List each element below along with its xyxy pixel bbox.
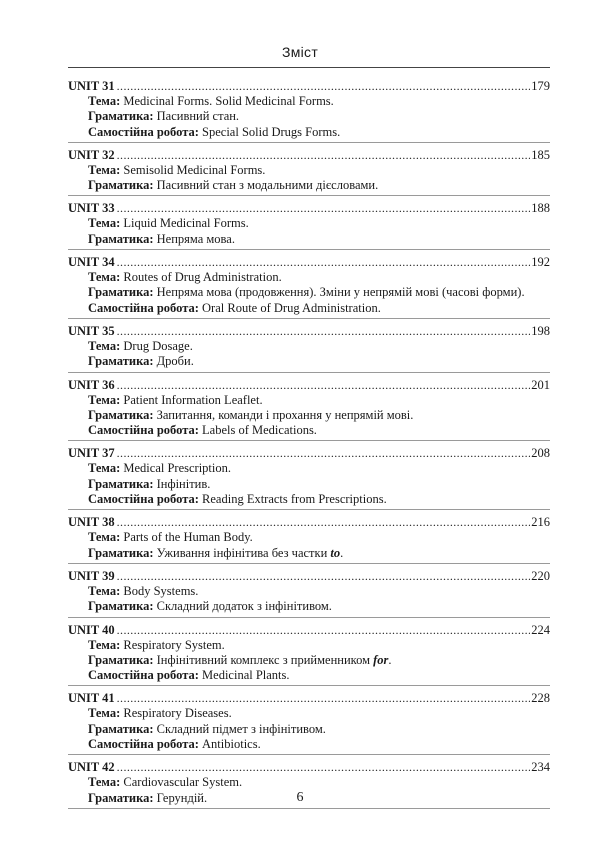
dot-leader <box>117 255 531 270</box>
unit-page-number: 228 <box>531 691 550 706</box>
entry-text: Labels of Medications. <box>202 423 317 438</box>
entry-text: Respiratory Diseases. <box>123 706 232 721</box>
entry-label: Граматика: <box>88 407 154 422</box>
unit-title: UNIT 34 <box>68 255 115 270</box>
unit-page-number: 185 <box>531 147 550 162</box>
unit-title: UNIT 33 <box>68 201 115 216</box>
dot-leader <box>117 79 531 94</box>
toc-entry <box>68 653 550 668</box>
toc-entry <box>68 178 550 193</box>
toc-unit-heading[interactable] <box>68 255 550 270</box>
unit-title: UNIT 36 <box>68 377 115 392</box>
entry-label: Самостійна робота: <box>88 124 199 139</box>
entry-text: Складний додаток з інфінітивом. <box>156 599 332 614</box>
entry-label: Самостійна робота: <box>88 300 199 315</box>
entry-text: Герундій. <box>156 790 208 805</box>
toc-entry <box>68 163 550 178</box>
entry-text: Medicinal Forms. Solid Medicinal Forms. <box>123 94 334 108</box>
toc-entry <box>68 301 550 316</box>
unit-page-number: 192 <box>531 255 550 270</box>
unit-title: UNIT 38 <box>68 515 115 530</box>
toc-entry <box>68 546 550 561</box>
unit-title: UNIT 40 <box>68 622 115 637</box>
unit-page-number: 198 <box>531 323 550 338</box>
unit-title: UNIT 41 <box>68 691 115 706</box>
unit-page-number: 220 <box>531 568 550 583</box>
toc-entry <box>68 477 550 492</box>
toc-unit <box>68 445 550 510</box>
toc-unit-heading[interactable] <box>68 515 550 530</box>
entry-emphasis: for <box>373 652 389 667</box>
entry-text: Інфінітив. <box>156 476 211 491</box>
toc-entry <box>68 775 550 790</box>
entry-text: Respiratory System. <box>123 637 225 652</box>
toc-unit <box>68 200 550 250</box>
entry-text: Oral Route of Drug Administration. <box>202 300 381 315</box>
entry-text: Непряма мова. <box>156 231 235 246</box>
toc-unit-heading[interactable] <box>68 201 550 216</box>
entry-text: Medical Prescription. <box>123 461 232 476</box>
unit-title: UNIT 37 <box>68 446 115 461</box>
toc-unit-heading[interactable] <box>68 446 550 461</box>
dot-leader <box>117 378 531 393</box>
entry-label: Самостійна робота: <box>88 423 199 438</box>
toc-entry <box>68 393 550 408</box>
entry-label: Тема: <box>88 706 121 721</box>
entry-label: Граматика: <box>88 178 154 193</box>
toc-entry <box>68 285 550 300</box>
entry-text: Liquid Medicinal Forms. <box>123 216 249 231</box>
toc-entry <box>68 638 550 653</box>
entry-label: Самостійна робота: <box>88 668 199 683</box>
dot-leader <box>117 446 531 461</box>
entry-label: Тема: <box>88 583 121 598</box>
toc-entry <box>68 530 550 545</box>
toc-unit <box>68 568 550 618</box>
entry-text: Інфінітивний комплекс з прийменником <box>156 652 374 667</box>
toc-entry <box>68 94 550 109</box>
unit-page-number: 216 <box>531 515 550 530</box>
entry-text: Пасивний стан. <box>156 109 240 124</box>
entry-text: Routes of Drug Administration. <box>123 270 282 285</box>
entry-text: Parts of the Human Body. <box>123 530 253 545</box>
entry-text: Запитання, команди і прохання у непрямій мові. <box>156 407 414 422</box>
entry-tail: . <box>340 545 344 560</box>
entry-label: Граматика: <box>88 231 154 246</box>
toc-unit-heading[interactable] <box>68 760 550 775</box>
toc-entry <box>68 109 550 124</box>
entry-text: Уживання інфінітива без частки <box>156 545 331 560</box>
entry-emphasis: to <box>330 545 341 560</box>
entry-text: Пасивний стан з модальними дієсловами. <box>156 178 379 193</box>
toc-entry <box>68 668 550 683</box>
toc-entry <box>68 423 550 438</box>
page-title: Зміст <box>281 44 319 60</box>
toc-unit-heading[interactable] <box>68 79 550 94</box>
unit-title: UNIT 31 <box>68 79 115 93</box>
toc-unit <box>68 323 550 373</box>
unit-title: UNIT 35 <box>68 323 115 338</box>
entry-text: Semisolid Medicinal Forms. <box>123 162 266 177</box>
toc-entry <box>68 216 550 231</box>
dot-leader <box>117 201 531 216</box>
toc-unit-heading[interactable] <box>68 324 550 339</box>
entry-label: Тема: <box>88 216 121 231</box>
unit-page-number: 224 <box>531 622 550 637</box>
table-of-contents <box>68 78 550 813</box>
toc-entry <box>68 270 550 285</box>
toc-unit-heading[interactable] <box>68 148 550 163</box>
unit-title: UNIT 42 <box>68 760 115 775</box>
entry-label: Граматика: <box>88 354 154 369</box>
entry-label: Тема: <box>88 270 121 285</box>
toc-unit <box>68 78 550 143</box>
entry-text: Medicinal Plants. <box>202 668 290 683</box>
entry-label: Самостійна робота: <box>88 492 199 507</box>
dot-leader <box>117 148 531 163</box>
entry-label: Тема: <box>88 338 121 353</box>
entry-text: Дроби. <box>156 354 194 369</box>
dot-leader <box>117 623 531 638</box>
entry-label: Самостійна робота: <box>88 737 199 752</box>
toc-entry <box>68 599 550 614</box>
entry-text: Drug Dosage. <box>123 338 193 353</box>
toc-entry <box>68 737 550 752</box>
dot-leader <box>117 691 531 706</box>
toc-entry <box>68 408 550 423</box>
toc-unit <box>68 690 550 755</box>
toc-entry <box>68 706 550 721</box>
entry-label: Тема: <box>88 530 121 545</box>
entry-label: Граматика: <box>88 285 154 300</box>
toc-unit <box>68 622 550 687</box>
toc-unit <box>68 514 550 564</box>
unit-title: UNIT 39 <box>68 568 115 583</box>
dot-leader <box>117 569 531 584</box>
entry-label: Граматика: <box>88 721 154 736</box>
dot-leader <box>117 515 531 530</box>
entry-label: Граматика: <box>88 476 154 491</box>
toc-entry <box>68 461 550 476</box>
entry-text: Cardiovascular System. <box>123 775 243 790</box>
entry-label: Граматика: <box>88 790 154 805</box>
entry-text: Patient Information Leaflet. <box>123 392 263 407</box>
entry-text: Складний підмет з інфінітивом. <box>156 721 326 736</box>
toc-entry <box>68 339 550 354</box>
entry-text: Непряма мова (продовження). Зміни у непрямій мові (часові форми). <box>156 285 525 300</box>
toc-unit <box>68 377 550 442</box>
toc-unit-heading[interactable] <box>68 691 550 706</box>
unit-page-number: 208 <box>531 446 550 461</box>
entry-label: Тема: <box>88 775 121 790</box>
toc-unit-heading[interactable] <box>68 569 550 584</box>
entry-text: Body Systems. <box>123 583 199 598</box>
toc-unit <box>68 147 550 197</box>
entry-label: Граматика: <box>88 545 154 560</box>
entry-label: Тема: <box>88 637 121 652</box>
toc-entry <box>68 722 550 737</box>
entry-text: Reading Extracts from Prescriptions. <box>202 492 387 507</box>
unit-page-number: 201 <box>531 377 550 392</box>
toc-unit <box>68 254 550 319</box>
toc-entry <box>68 492 550 507</box>
toc-unit-heading[interactable] <box>68 623 550 638</box>
unit-page-number: 234 <box>531 760 550 775</box>
header-divider <box>68 67 550 68</box>
entry-label: Тема: <box>88 461 121 476</box>
entry-text: Special Solid Drugs Forms. <box>202 124 341 139</box>
unit-page-number: 188 <box>531 201 550 216</box>
entry-label: Тема: <box>88 392 121 407</box>
entry-label: Граматика: <box>88 109 154 124</box>
unit-page-number: 179 <box>531 79 550 93</box>
dot-leader <box>117 760 531 775</box>
entry-text: Antibiotics. <box>202 737 261 752</box>
page-number: 6 <box>296 790 304 805</box>
unit-title: UNIT 32 <box>68 147 115 162</box>
toc-entry <box>68 232 550 247</box>
entry-label: Тема: <box>88 162 121 177</box>
toc-entry <box>68 354 550 369</box>
dot-leader <box>117 324 531 339</box>
entry-label: Граматика: <box>88 599 154 614</box>
toc-entry <box>68 125 550 140</box>
entry-label: Граматика: <box>88 652 154 667</box>
entry-label: Тема: <box>88 94 121 108</box>
entry-tail: . <box>388 652 392 667</box>
toc-unit-heading[interactable] <box>68 378 550 393</box>
toc-entry <box>68 584 550 599</box>
